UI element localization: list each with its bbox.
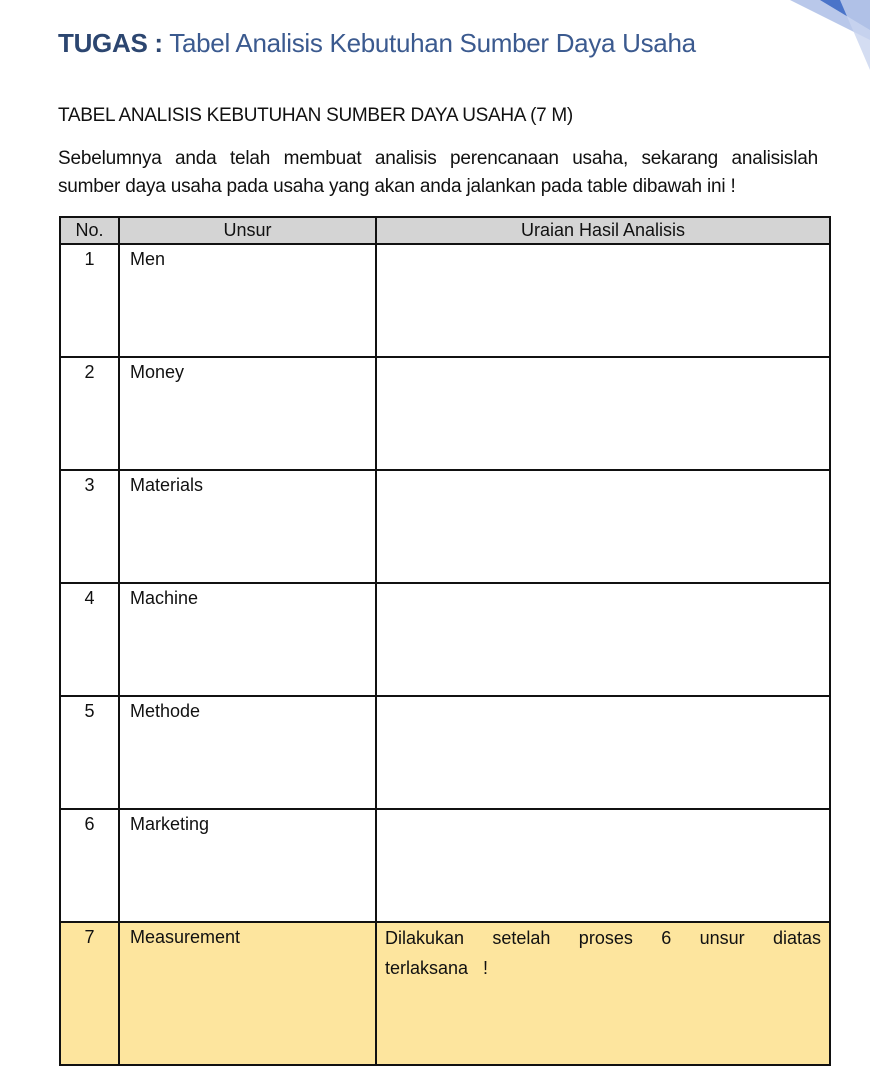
row-number: 4 (60, 583, 119, 696)
table-row (60, 922, 830, 1065)
row-uraian[interactable] (376, 357, 830, 470)
row-uraian[interactable] (376, 809, 830, 922)
row-unsur: Measurement (119, 922, 376, 1065)
row-unsur: Marketing (119, 809, 376, 922)
header-uraian: Uraian Hasil Analisis (376, 217, 830, 244)
row-uraian[interactable]: Dilakukan setelah proses 6 unsur diatas terlaksana ! (376, 922, 830, 1065)
header-no: No. (60, 217, 119, 244)
row-uraian[interactable] (376, 583, 830, 696)
row-uraian[interactable] (376, 244, 830, 357)
row-uraian[interactable] (376, 470, 830, 583)
row-unsur: Money (119, 357, 376, 470)
row-number: 6 (60, 809, 119, 922)
title-text: Tabel Analisis Kebutuhan Sumber Daya Usaha (169, 28, 696, 58)
table-subtitle: TABEL ANALISIS KEBUTUHAN SUMBER DAYA USAHA (7 M) (58, 105, 573, 126)
title-prefix: TUGAS : (58, 28, 163, 58)
row-number: 7 (60, 922, 119, 1065)
page-title (58, 28, 696, 59)
row-number: 1 (60, 244, 119, 357)
row-unsur: Materials (119, 470, 376, 583)
table-row (60, 470, 830, 583)
row-unsur: Machine (119, 583, 376, 696)
row-number: 5 (60, 696, 119, 809)
table-header (60, 217, 830, 244)
table-row (60, 357, 830, 470)
row-unsur: Methode (119, 696, 376, 809)
table-row (60, 696, 830, 809)
table-row (60, 809, 830, 922)
row-number: 3 (60, 470, 119, 583)
header-unsur: Unsur (119, 217, 376, 244)
analysis-table (59, 216, 831, 1066)
table-row (60, 244, 830, 357)
row-number: 2 (60, 357, 119, 470)
row-unsur: Men (119, 244, 376, 357)
corner-decoration (780, 0, 870, 70)
table-row (60, 583, 830, 696)
instruction-text: Sebelumnya anda telah membuat analisis perencanaan usaha, sekarang analisislah sumber daya usaha pada usaha yang akan anda jalankan pada table dibawah ini ! (58, 148, 818, 197)
row-uraian[interactable] (376, 696, 830, 809)
